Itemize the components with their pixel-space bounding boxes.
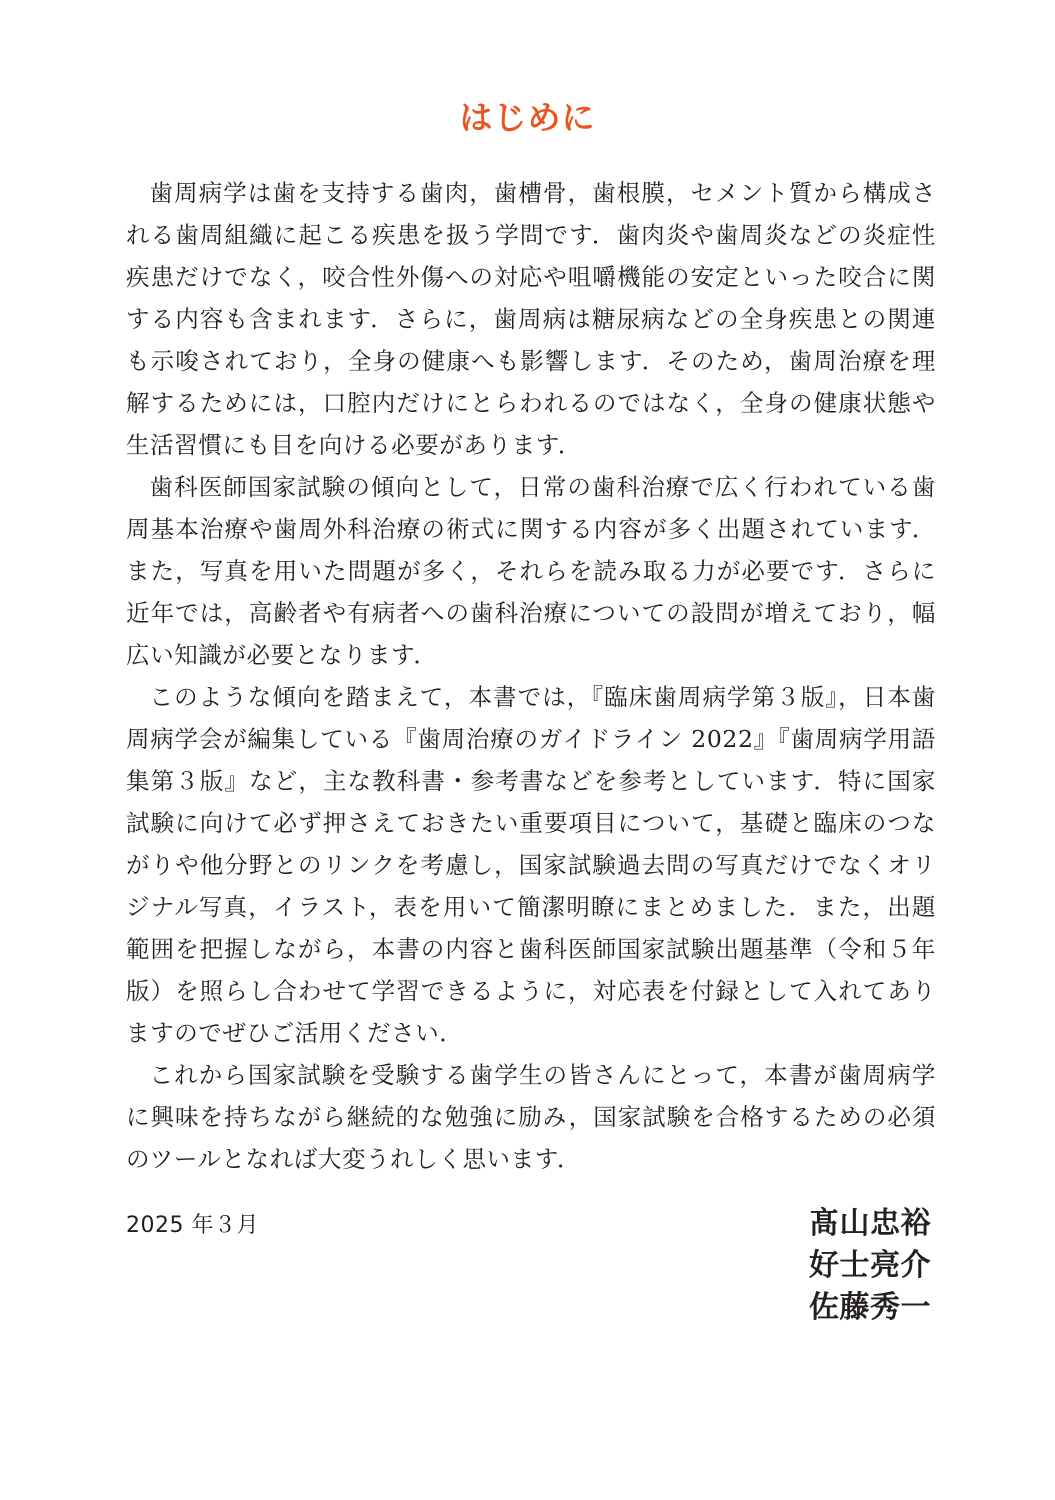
author-name: 髙山忠裕 bbox=[809, 1206, 931, 1241]
paragraph: 歯科医師国家試験の傾向として，日常の歯科治療で広く行われている歯周基本治療や歯周外科治療の術式に関する内容が多く出題されています．また，写真を用いた問題が多く，それらを読み取る力が必要です．さらに近年では，高齢者や有病者への歯科治療についての設問が増えており，幅広い知識が必要となります． bbox=[126, 473, 936, 669]
preface-body bbox=[126, 172, 936, 1180]
page-title: はじめに bbox=[459, 98, 596, 137]
paragraph: このような傾向を踏まえて，本書では，『臨床歯周病学第３版』，日本歯周病学会が編集している『歯周治療のガイドライン 2022』『歯周病学用語集第３版』など，主な教科書・参考書などを参考としています．特に国家試験に向けて必ず押さえておきたい重要項目について，基礎と臨床のつながりや他分野とのリンクを考慮し，国家試験過去問の写真だけでなくオリジナル写真，イラスト，表を用いて簡潔明瞭にまとめました．また，出題範囲を把握しながら，本書の内容と歯科医師国家試験出題基準（令和５年版）を照らし合わせて学習できるように，対応表を付録として入れてありますのでぜひご活用ください． bbox=[126, 683, 936, 1047]
author-list bbox=[809, 1203, 931, 1329]
paragraph: これから国家試験を受験する歯学生の皆さんにとって，本書が歯周病学に興味を持ちながら継続的な勉強に励み，国家試験を合格するための必須のツールとなれば大変うれしく思います． bbox=[126, 1061, 936, 1173]
author-name: 好士亮介 bbox=[809, 1248, 931, 1283]
author-name: 佐藤秀一 bbox=[809, 1290, 931, 1325]
date: 2025 年３月 bbox=[126, 1213, 259, 1238]
paragraph: 歯周病学は歯を支持する歯肉，歯槽骨，歯根膜，セメント質から構成される歯周組織に起こる疾患を扱う学問です．歯肉炎や歯周炎などの炎症性疾患だけでなく，咬合性外傷への対応や咀嚼機能の安定といった咬合に関する内容も含まれます．さらに，歯周病は糖尿病などの全身疾患との関連も示唆されており，全身の健康へも影響します．そのため，歯周治療を理解するためには，口腔内だけにとらわれるのではなく，全身の健康状態や生活習慣にも目を向ける必要があります． bbox=[126, 179, 936, 459]
